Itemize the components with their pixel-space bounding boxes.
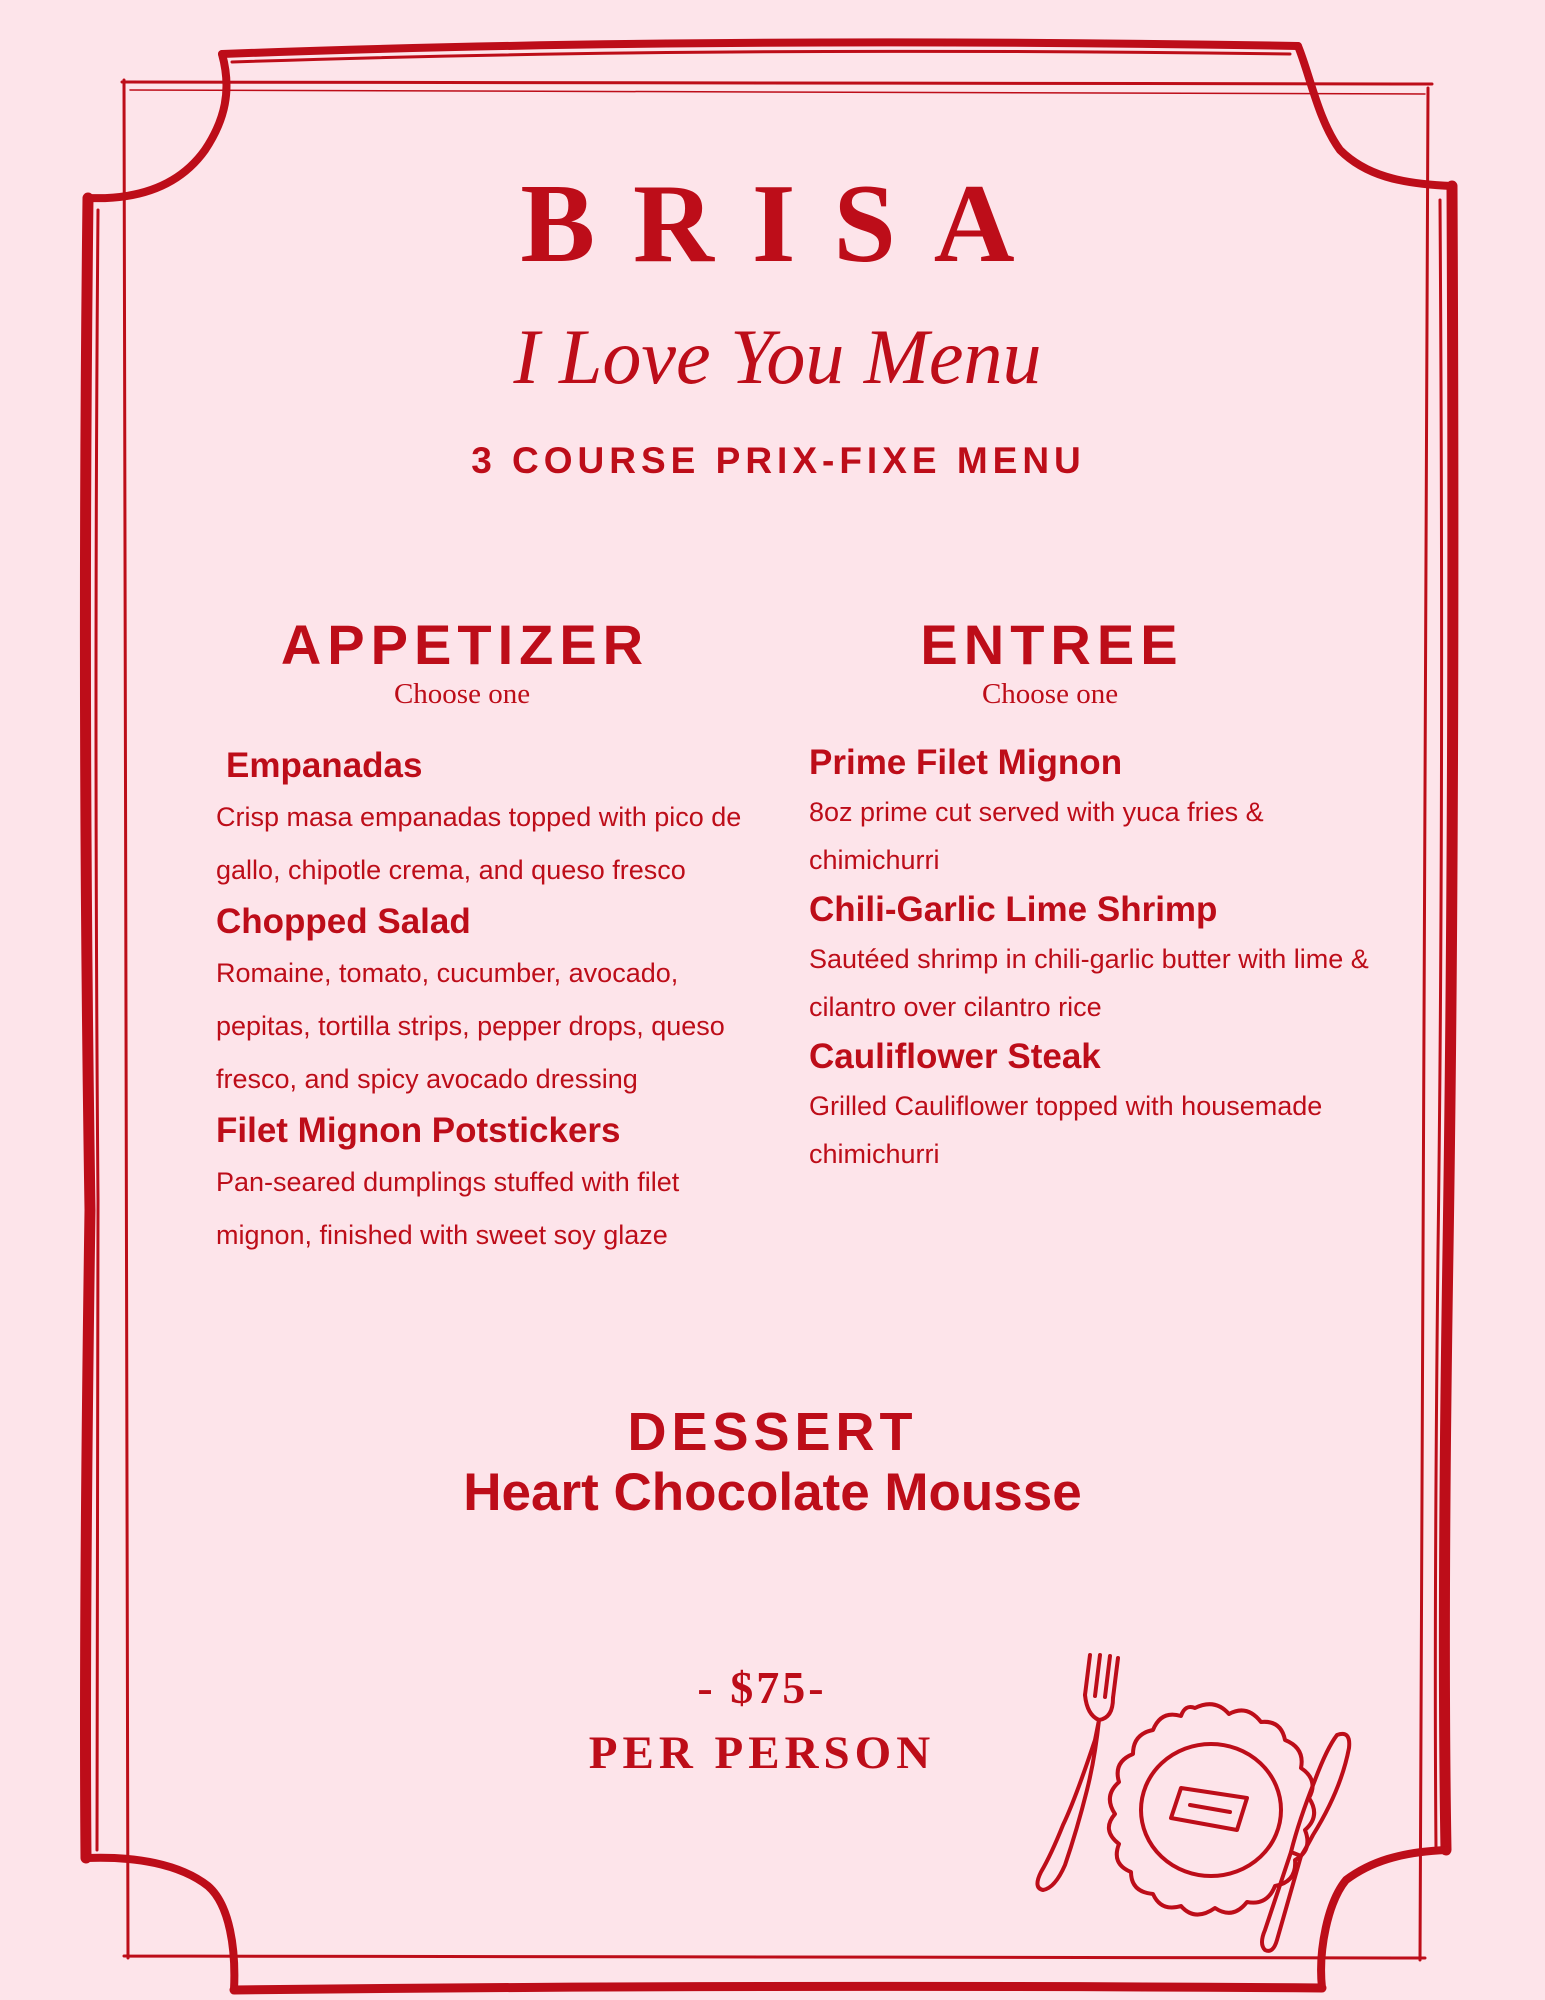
item-description: Crisp masa empanadas topped with pico de gallo, chipotle crema, and queso fresco: [216, 802, 742, 885]
item-description: Romaine, tomato, cucumber, avocado, pepitas, tortilla strips, pepper drops, queso fresco, and spicy avocado dressing: [216, 958, 725, 1094]
item-description: Pan-seared dumplings stuffed with filet mignon, finished with sweet soy glaze: [216, 1167, 680, 1250]
entree-instruction: Choose one: [981, 678, 1119, 710]
appetizer-heading: APPETIZER: [280, 613, 650, 676]
item-description: Sautéed shrimp in chili-garlic butter with lime & cilantro over cilantro rice: [809, 944, 1369, 1022]
item-name: Prime Filet Mignon: [809, 743, 1123, 782]
menu-subtitle: 3 COURSE PRIX-FIXE MENU: [471, 440, 1086, 481]
place-setting-icon: [1015, 1640, 1355, 1970]
entree-list: [809, 742, 1399, 1183]
appetizer-list: [216, 745, 776, 1266]
list-item: [216, 1110, 776, 1262]
item-name: Cauliflower Steak: [809, 1037, 1101, 1076]
list-item: [809, 1036, 1399, 1178]
list-item: [216, 745, 776, 897]
restaurant-name: BRISA: [520, 162, 1053, 286]
list-item: [809, 889, 1399, 1031]
item-name: Chili-Garlic Lime Shrimp: [809, 890, 1218, 929]
price-unit: PER PERSON: [588, 1727, 936, 1779]
dessert-item: Heart Chocolate Mousse: [463, 1463, 1082, 1522]
entree-heading: ENTREE: [920, 613, 1184, 676]
price: - $75-: [697, 1662, 827, 1713]
list-item: [216, 901, 776, 1106]
list-item: [809, 742, 1399, 884]
item-description: Grilled Cauliflower topped with housemade chimichurri: [809, 1091, 1323, 1169]
appetizer-instruction: Choose one: [393, 678, 531, 710]
item-name: Filet Mignon Potstickers: [216, 1111, 621, 1150]
menu-script-title: I Love You Menu: [513, 313, 1042, 400]
item-name: Chopped Salad: [216, 902, 471, 941]
item-name: Empanadas: [226, 746, 423, 785]
item-description: 8oz prime cut served with yuca fries & chimichurri: [809, 797, 1264, 875]
dessert-heading: DESSERT: [627, 1402, 918, 1462]
